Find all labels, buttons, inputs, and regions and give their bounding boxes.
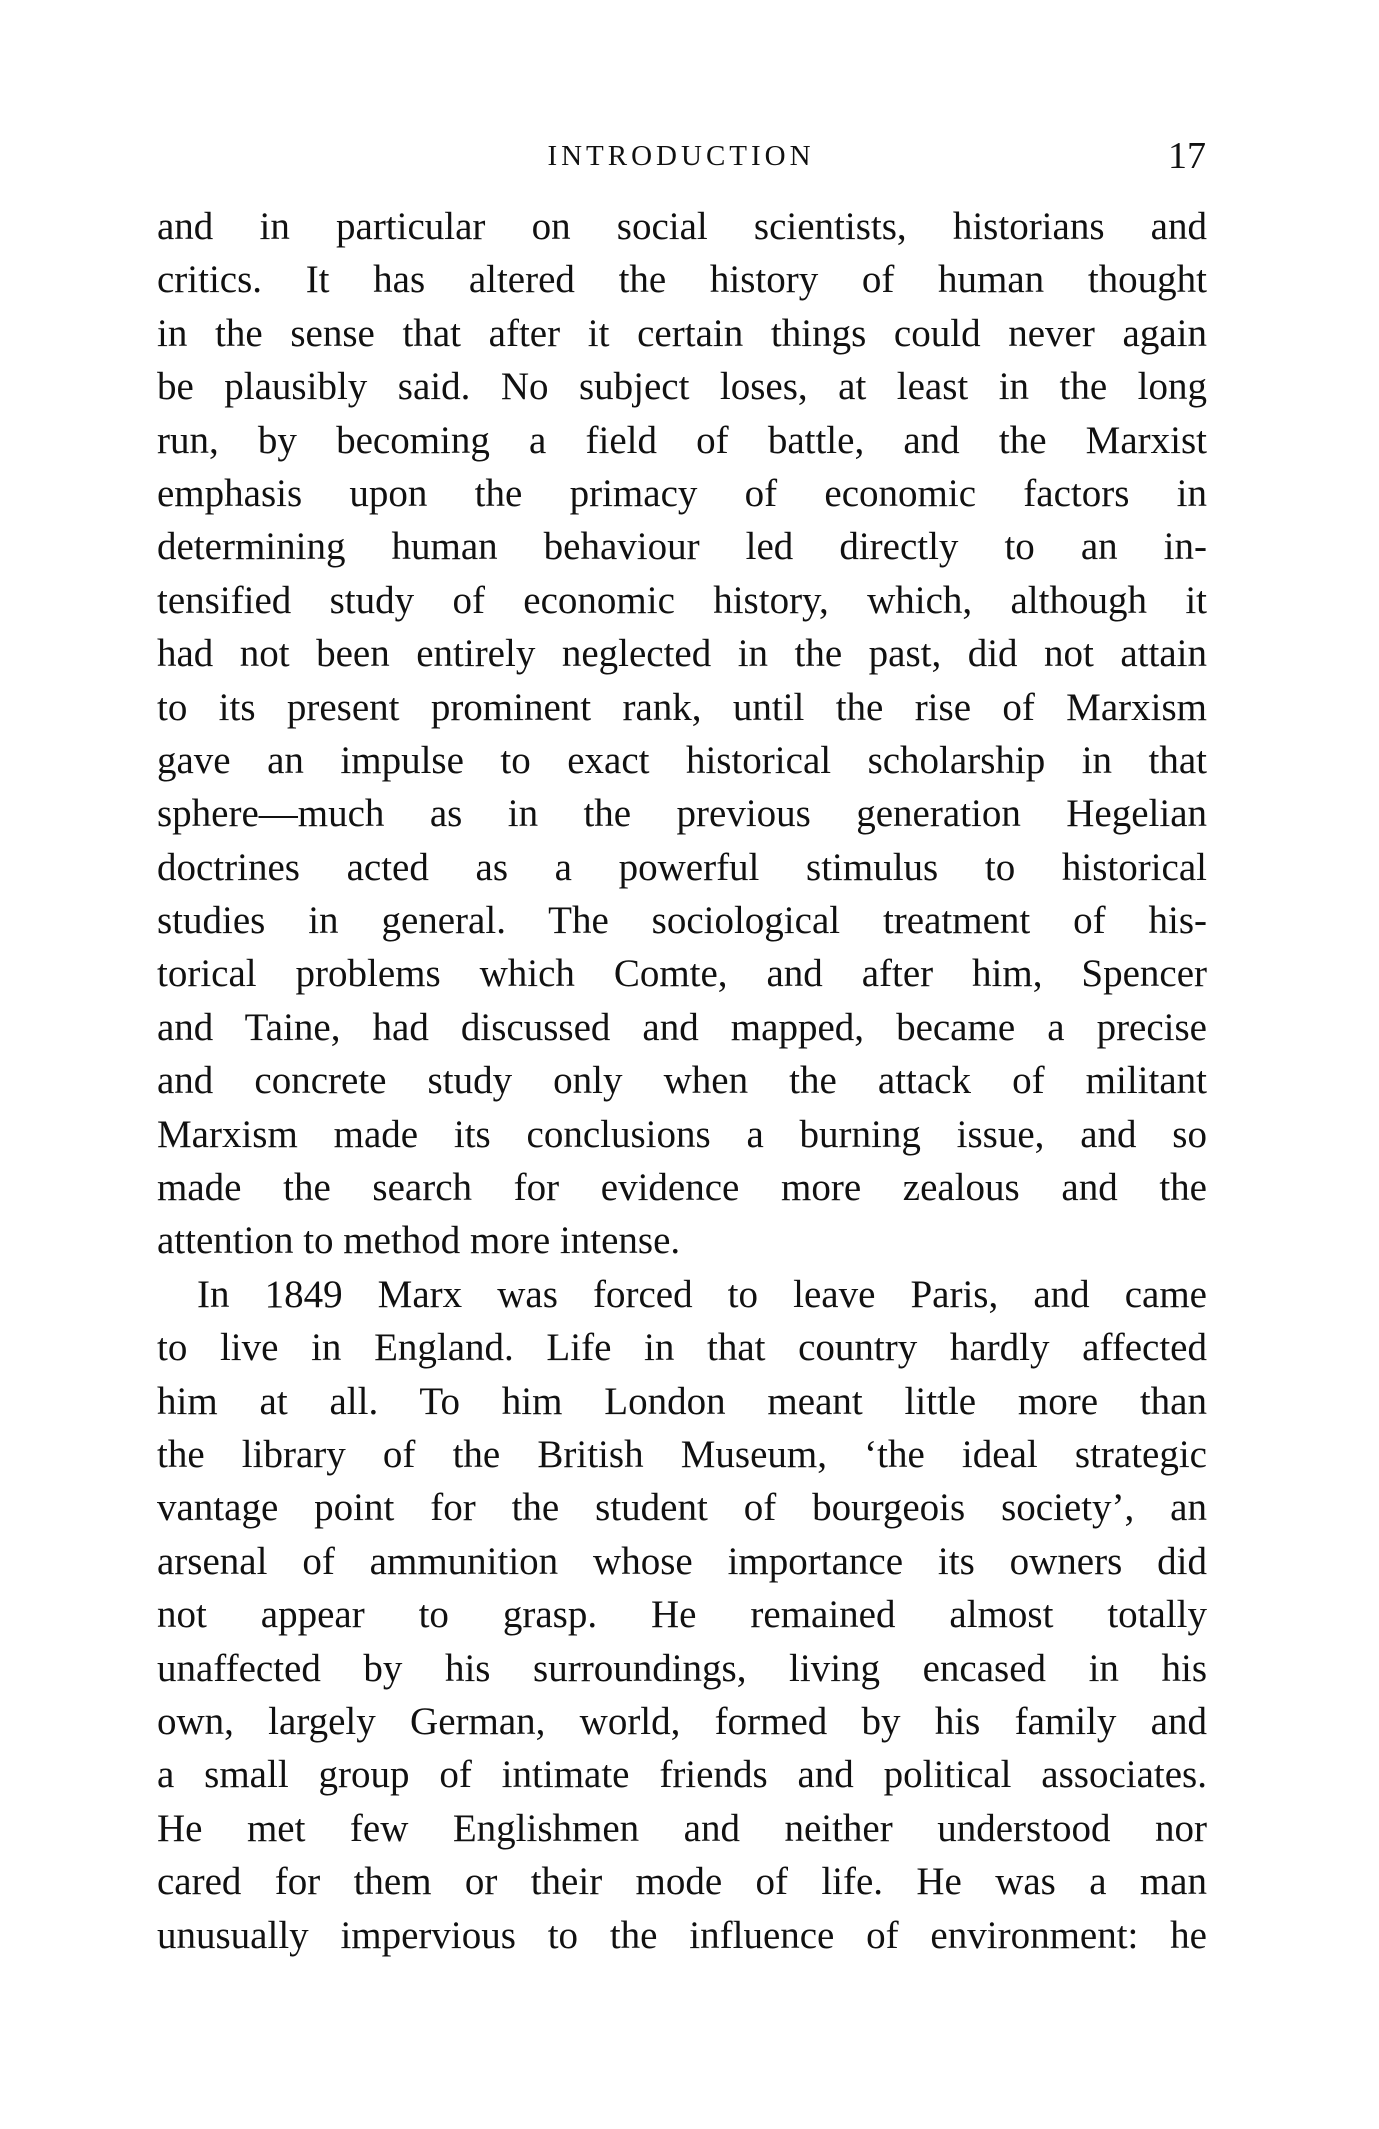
text-line: to its present prominent rank, until the rise of Marxism bbox=[157, 685, 1207, 729]
text-line: him at all. To him London meant little more than bbox=[157, 1379, 1207, 1423]
text-line: critics. It has altered the history of human thought bbox=[157, 258, 1207, 302]
text-line: attention to method more intense. bbox=[157, 1219, 681, 1263]
text-line: unaffected by his surroundings, living encased in his bbox=[157, 1646, 1207, 1690]
body-text bbox=[157, 200, 1207, 1962]
text-line: and in particular on social scientists, historians and bbox=[157, 205, 1207, 248]
text-line: sphere—much as in the previous generation Hegelian bbox=[157, 792, 1207, 836]
text-line: to live in England. Life in that country hardly affected bbox=[157, 1326, 1207, 1370]
text-line: studies in general. The sociological treatment of his- bbox=[157, 899, 1207, 943]
text-line: emphasis upon the primacy of economic factors in bbox=[157, 471, 1207, 515]
text-line: unusually impervious to the influence of environment: he bbox=[157, 1913, 1207, 1957]
text-line: cared for them or their mode of life. He was a man bbox=[157, 1860, 1207, 1904]
text-line: vantage point for the student of bourgeois society’, an bbox=[157, 1486, 1207, 1530]
text-line: made the search for evidence more zealous and the bbox=[157, 1166, 1207, 1210]
text-line: doctrines acted as a powerful stimulus to historical bbox=[157, 845, 1207, 889]
text-line: run, by becoming a field of battle, and the Marxist bbox=[157, 418, 1207, 462]
text-line: in the sense that after it certain things could never again bbox=[157, 311, 1207, 355]
running-head bbox=[156, 136, 1206, 186]
text-line: had not been entirely neglected in the past, did not attain bbox=[157, 632, 1207, 676]
text-line: be plausibly said. No subject loses, at least in the long bbox=[157, 365, 1207, 409]
text-line: In 1849 Marx was forced to leave Paris, and came bbox=[197, 1272, 1207, 1316]
page-number: 17 bbox=[1168, 135, 1206, 177]
text-line: not appear to grasp. He remained almost totally bbox=[157, 1593, 1207, 1637]
text-line: He met few Englishmen and neither understood nor bbox=[157, 1806, 1207, 1850]
text-line: and concrete study only when the attack of militant bbox=[157, 1059, 1207, 1103]
text-line: and Taine, had discussed and mapped, became a precise bbox=[157, 1005, 1207, 1049]
running-title: INTRODUCTION bbox=[547, 140, 815, 172]
text-line: torical problems which Comte, and after him, Spencer bbox=[157, 952, 1207, 996]
text-line: a small group of intimate friends and political associates. bbox=[157, 1753, 1207, 1797]
text-line: Marxism made its conclusions a burning issue, and so bbox=[157, 1112, 1207, 1156]
text-line: own, largely German, world, formed by his family and bbox=[157, 1699, 1207, 1743]
text-line: gave an impulse to exact historical scholarship in that bbox=[157, 738, 1207, 782]
text-line: tensified study of economic history, which, although it bbox=[157, 578, 1207, 622]
text-line: the library of the British Museum, ‘the ideal strategic bbox=[157, 1432, 1207, 1476]
text-line: determining human behaviour led directly to an in- bbox=[157, 525, 1207, 569]
text-line: arsenal of ammunition whose importance its owners did bbox=[157, 1539, 1207, 1583]
